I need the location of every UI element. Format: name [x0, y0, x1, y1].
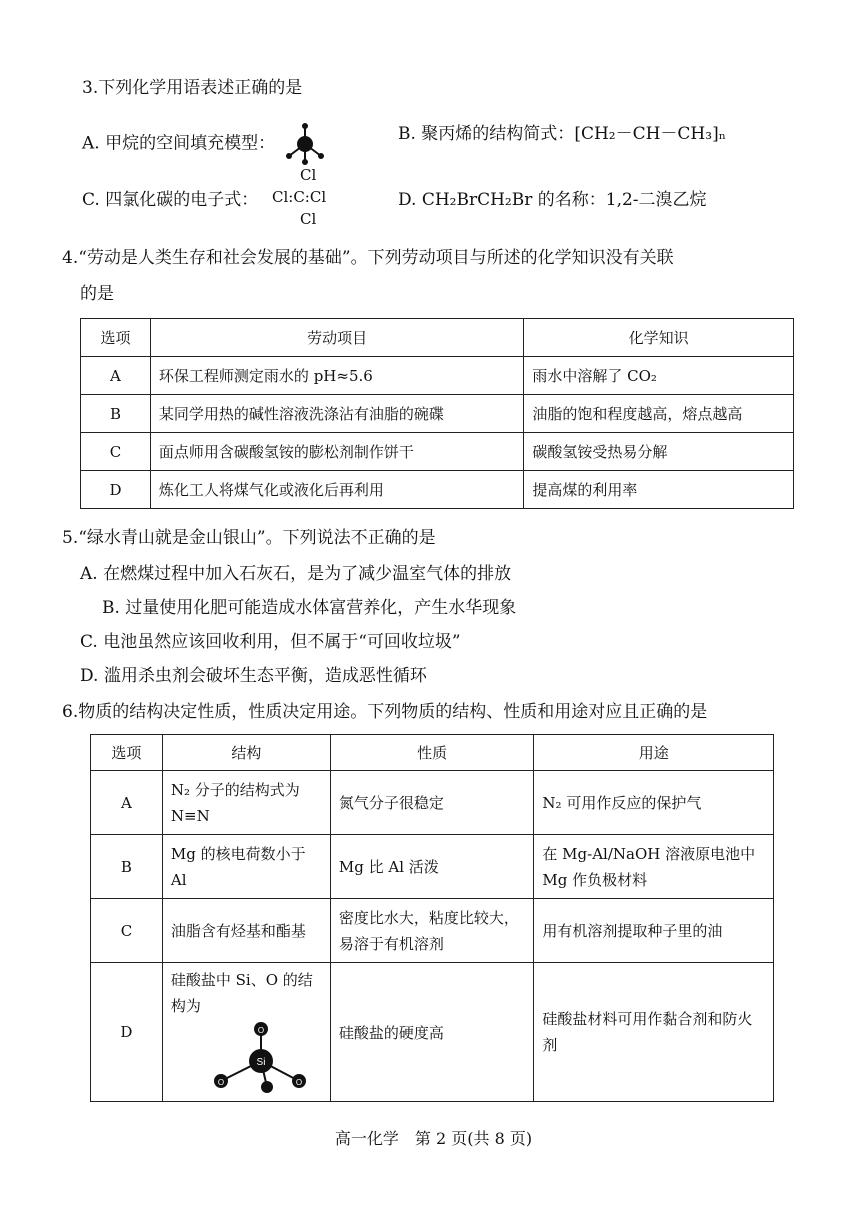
ccl4-top-cl: Cl — [300, 166, 317, 184]
q4-header-labor: 劳动项目 — [150, 319, 523, 357]
table-cell: 油脂含有烃基和酯基 — [162, 899, 330, 963]
table-cell: 某同学用热的碱性溶液洗涤沾有油脂的碗碟 — [150, 395, 523, 433]
ccl4-electron-formula — [268, 166, 348, 232]
q3-option-c — [82, 188, 258, 212]
table-row — [81, 471, 794, 509]
table-cell: A — [81, 357, 151, 395]
table-cell: 密度比水大，粘度比较大，易溶于有机溶剂 — [330, 899, 534, 963]
q4-table — [80, 318, 794, 509]
table-cell: 炼化工人将煤气化或液化后再利用 — [150, 471, 523, 509]
q4-stem-line1: 4.“劳动是人类生存和社会发展的基础”。下列劳动项目与所述的化学知识没有关联 — [62, 248, 674, 268]
q5-stem: 5.“绿水青山就是金山银山”。下列说法不正确的是 — [62, 528, 436, 548]
q3-option-d: D. CH₂BrCH₂Br 的名称：1,2-二溴乙烷 — [398, 190, 707, 210]
q3-stem: 3.下列化学用语表述正确的是 — [82, 78, 303, 98]
silicate-structure-text: 硅酸盐中 Si、O 的结构为 — [170, 971, 313, 1015]
q6-header-option: 选项 — [91, 735, 163, 771]
q6-header-property: 性质 — [330, 735, 534, 771]
table-cell: 在 Mg-Al/NaOH 溶液原电池中 Mg 作负极材料 — [534, 835, 774, 899]
table-row — [91, 963, 774, 1102]
table-row — [91, 771, 774, 835]
si-atom-label: Si — [256, 1057, 266, 1068]
q6-header-use: 用途 — [534, 735, 774, 771]
table-cell: C — [91, 899, 163, 963]
table-row — [91, 835, 774, 899]
q4-stem-line2: 的是 — [80, 284, 114, 304]
page-footer: 高一化学 第 2 页(共 8 页) — [334, 1129, 533, 1148]
q3-option-b — [398, 122, 726, 146]
table-cell: D — [81, 471, 151, 509]
table-cell: 硅酸盐的硬度高 — [330, 963, 534, 1102]
q3-option-b-label: B. 聚丙烯的结构简式： — [398, 124, 575, 144]
silicate-tetrahedron-icon — [171, 1019, 321, 1093]
table-cell: 氮气分子很稳定 — [330, 771, 534, 835]
q5-option-c: C. 电池虽然应该回收利用，但不属于“可回收垃圾” — [80, 632, 461, 652]
table-cell: Mg 的核电荷数小于 Al — [162, 835, 330, 899]
table-cell: B — [81, 395, 151, 433]
ccl4-bottom-cl: Cl — [300, 210, 317, 228]
polypropylene-formula: [CH₂－CH－CH₃]ₙ — [574, 124, 727, 144]
o-atom-label: O — [257, 1026, 264, 1035]
q6-stem: 6.物质的结构决定性质，性质决定用途。下列物质的结构、性质和用途对应且正确的是 — [62, 702, 708, 722]
q5-option-b: B. 过量使用化肥可能造成水体富营养化，产生水华现象 — [102, 598, 517, 618]
table-cell: 环保工程师测定雨水的 pH≈5.6 — [150, 357, 523, 395]
q4-table-header — [81, 319, 794, 357]
table-row — [81, 357, 794, 395]
ccl4-middle: Cl:C:Cl — [272, 188, 327, 206]
q3-option-a-label: A. 甲烷的空间填充模型： — [82, 133, 276, 154]
table-row — [81, 433, 794, 471]
table-cell: A — [91, 771, 163, 835]
table-row — [81, 395, 794, 433]
q4-header-knowledge: 化学知识 — [524, 319, 794, 357]
table-cell: 硅酸盐材料可用作黏合剂和防火剂 — [534, 963, 774, 1102]
table-cell: 油脂的饱和程度越高，熔点越高 — [524, 395, 794, 433]
table-cell — [162, 963, 330, 1102]
q3-option-c-label: C. 四氯化碳的电子式： — [82, 190, 259, 210]
table-cell: B — [91, 835, 163, 899]
o-atom-label: O — [217, 1078, 224, 1087]
q6-header-structure: 结构 — [162, 735, 330, 771]
o-atom-label: O — [295, 1078, 302, 1087]
table-cell: 用有机溶剂提取种子里的油 — [534, 899, 774, 963]
q4-header-option: 选项 — [81, 319, 151, 357]
q5-option-d: D. 滥用杀虫剂会破坏生态平衡，造成恶性循环 — [80, 666, 427, 686]
table-cell: 提高煤的利用率 — [524, 471, 794, 509]
table-row — [91, 899, 774, 963]
table-cell: D — [91, 963, 163, 1102]
table-cell: N₂ 可用作反应的保护气 — [534, 771, 774, 835]
table-cell: Mg 比 Al 活泼 — [330, 835, 534, 899]
table-cell: 碳酸氢铵受热易分解 — [524, 433, 794, 471]
table-cell: 面点师用含碳酸氢铵的膨松剂制作饼干 — [150, 433, 523, 471]
q5-option-a: A. 在燃煤过程中加入石灰石，是为了减少温室气体的排放 — [80, 564, 512, 584]
table-cell: N₂ 分子的结构式为 N≡N — [162, 771, 330, 835]
methane-space-filling-model-icon — [283, 122, 327, 166]
q6-table — [90, 734, 774, 1102]
q6-table-header — [91, 735, 774, 771]
table-cell: C — [81, 433, 151, 471]
q3-option-a — [82, 122, 327, 166]
table-cell: 雨水中溶解了 CO₂ — [524, 357, 794, 395]
